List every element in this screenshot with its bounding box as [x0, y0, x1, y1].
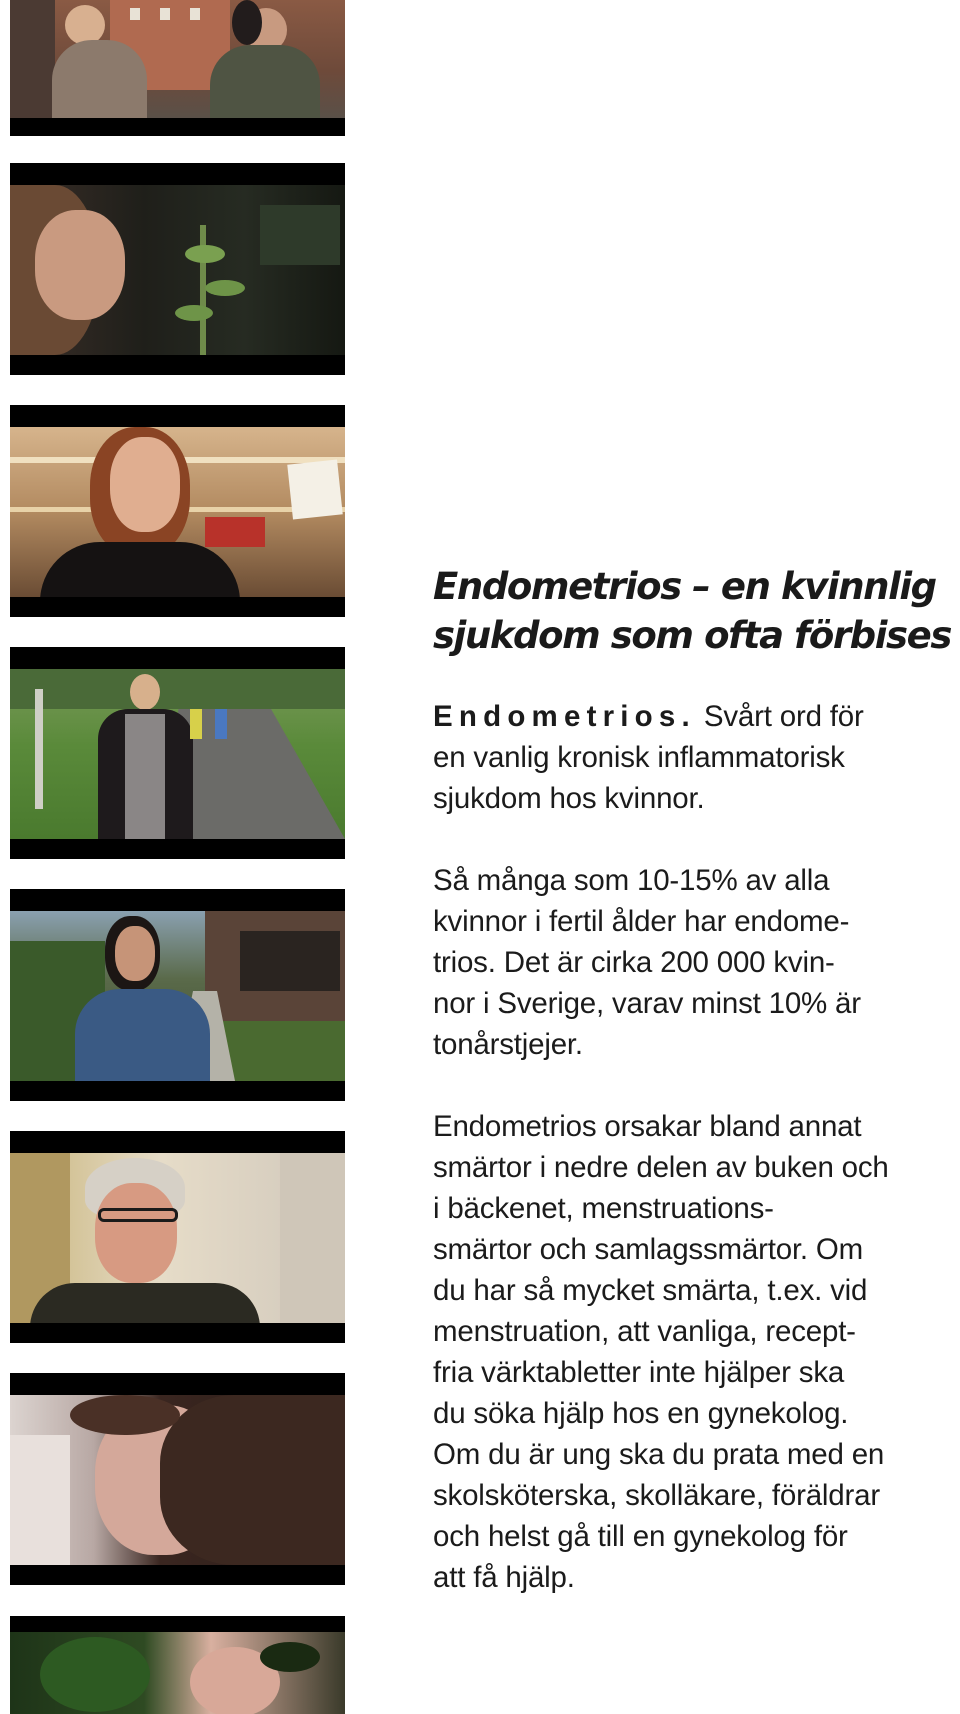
paragraph-intro-text: Svårt ord för en vanlig kronisk inflammatorisk sjukdom hos kvinnor.: [433, 700, 864, 815]
article-title-line-1: Endometrios – en kvinnlig: [433, 565, 936, 608]
video-thumbnail-two-women[interactable]: [10, 0, 345, 136]
video-thumbnail-curly-hair[interactable]: [10, 1373, 345, 1585]
article: [433, 562, 960, 1598]
paragraph-prevalence: Så många som 10-15% av alla kvinnor i fertil ålder har endome- trios. Det är cirka 200 000 kvin- nor i Sverige, varav minst 10% är tonårstjejer.: [433, 864, 861, 1061]
paragraph-symptoms: Endometrios orsakar bland annat smärtor i nedre delen av buken och i bäckenet, menstruations- smärtor och samlagssmärtor. Om du har så mycket smärta, t.ex. vid menstruation, att vanliga, recept- fria värktabletter inte hjälper ska du söka hjälp hos en gynekolog. Om du är ung ska du prata med en skolsköterska, skolläkare, föräldrar och helst gå till en gynekolog för att få hjälp.: [433, 1110, 889, 1594]
video-thumbnail-park[interactable]: [10, 647, 345, 859]
video-thumbnail-young-woman-plant[interactable]: [10, 163, 345, 375]
lead-word: Endometrios.: [433, 700, 696, 733]
article-title-line-2: sjukdom som ofta förbises: [433, 614, 951, 657]
article-title: [433, 562, 960, 660]
video-thumbnail-street[interactable]: [10, 889, 345, 1101]
paragraph-intro: [433, 696, 960, 819]
video-thumbnail-older-woman[interactable]: [10, 1131, 345, 1343]
video-thumbnail-leaves[interactable]: [10, 1616, 345, 1714]
video-thumbnail-laboratory[interactable]: [10, 405, 345, 617]
